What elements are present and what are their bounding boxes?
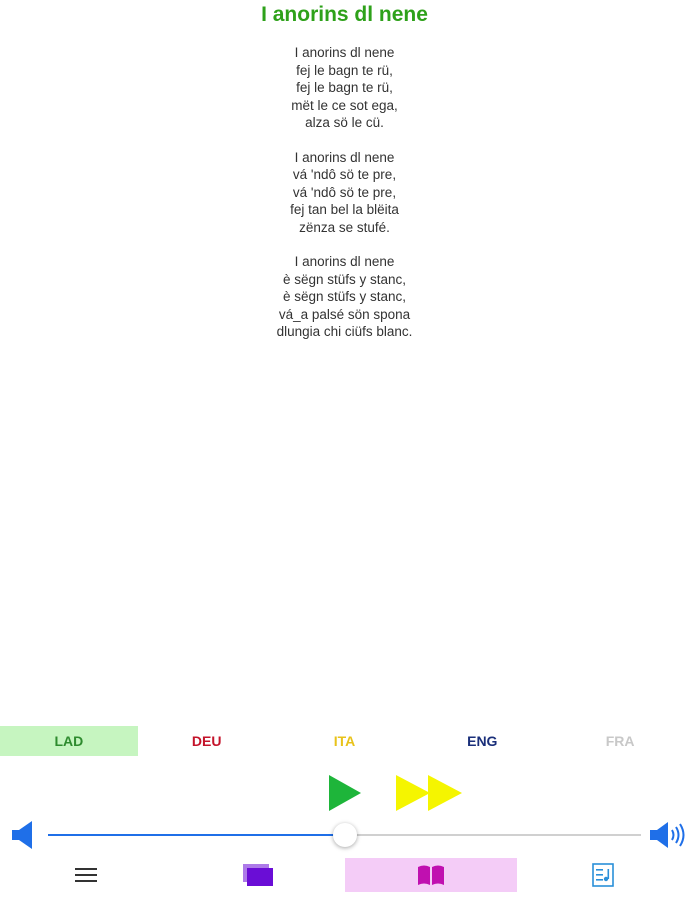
song-title: I anorins dl nene: [261, 3, 428, 26]
stanza: [0, 253, 689, 341]
language-tab-lad[interactable]: LAD: [0, 726, 138, 756]
language-tab-ita[interactable]: ITA: [333, 733, 356, 749]
bottom-tab-bar: [0, 858, 689, 892]
play-icon: [328, 775, 362, 811]
volume-up-button[interactable]: [650, 820, 686, 855]
book-icon: [417, 864, 445, 886]
volume-slider-thumb[interactable]: [333, 823, 357, 847]
menu-icon: [74, 865, 98, 885]
lyric-line: dlungia chi ciüfs blanc.: [276, 324, 413, 339]
lyric-line: zënza se stufé.: [299, 219, 390, 235]
fast-forward-button[interactable]: [396, 775, 464, 816]
volume-down-button[interactable]: [12, 820, 36, 855]
lyric-line: è sëgn stüfs y stanc,: [282, 271, 407, 287]
lyric-line: vá 'ndô sö te pre,: [292, 167, 397, 182]
speaker-high-icon: [650, 820, 686, 850]
tab-menu[interactable]: [0, 858, 172, 892]
lyric-line: è sëgn stüfs y stanc,: [282, 289, 407, 304]
lyric-line: I anorins dl nene: [294, 149, 395, 165]
stanza: [0, 149, 689, 237]
language-tab-deu[interactable]: DEU: [191, 733, 222, 749]
language-tab-eng[interactable]: ENG: [467, 733, 498, 749]
music-sheet-icon: [591, 862, 615, 888]
lyric-line: mët le ce sot ega,: [291, 97, 398, 113]
lyric-line: vá 'ndô sö te pre,: [292, 184, 397, 200]
lyrics: [0, 44, 689, 358]
play-button[interactable]: [328, 775, 362, 816]
tab-book[interactable]: [345, 858, 517, 892]
tab-cards[interactable]: [172, 858, 344, 892]
speaker-low-icon: [12, 820, 36, 850]
lyric-line: alza sö le cü.: [305, 115, 384, 130]
language-bar: [0, 726, 689, 756]
lyric-line: vá_a palsé sön spona: [278, 306, 411, 322]
fast-forward-icon: [396, 775, 464, 811]
language-tab-fra[interactable]: FRA: [605, 733, 635, 749]
lyric-line: I anorins dl nene: [294, 254, 395, 269]
tab-music-sheet[interactable]: [517, 858, 689, 892]
lyric-line: I anorins dl nene: [294, 45, 395, 60]
lyric-line: fej le bagn te rü,: [296, 80, 393, 95]
lyric-line: fej le bagn te rü,: [296, 62, 393, 78]
volume-slider-fill: [48, 834, 345, 836]
lyric-line: fej tan bel la blëita: [290, 202, 399, 217]
stanza: [0, 44, 689, 132]
cards-icon: [242, 863, 274, 887]
